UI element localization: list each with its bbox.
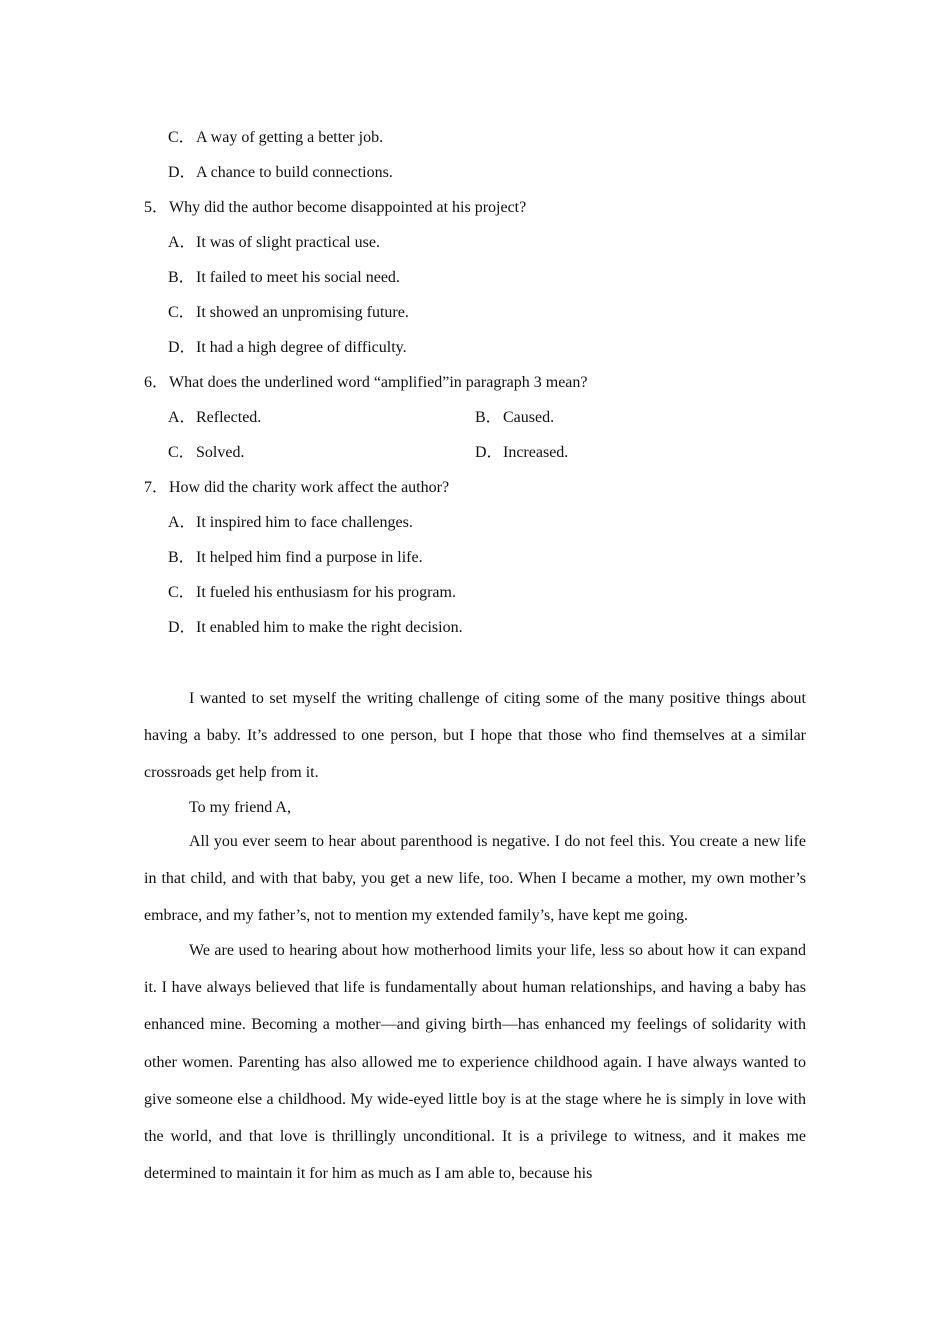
passage-paragraph-2: We are used to hearing about how motherhood limits your life, less so about how it can expand it. I have always believed that life is fundamentally about human relationships, and having a baby has enhanced mine. Becoming a mother—and giving birth—has enhanced my feelings of solidarity with other women. Parenting has also allowed me to experience childhood again. I have always wanted to give someone else a childhood. My wide-eyed little boy is at the stage where he is simply in love with the world, and that love is thrillingly unconditional. It is a privilege to witness, and it makes me determined to maintain it for him as much as I am able to, because his: [144, 942, 806, 1183]
q6-option-a: A．Reflected.: [168, 409, 262, 426]
q6-option-d: D．Increased.: [475, 444, 569, 461]
q7-option-c: C．It fueled his enthusiasm for his program.: [168, 584, 456, 601]
q6-option-b: B．Caused.: [475, 409, 555, 426]
passage-intro: I wanted to set myself the writing challenge of citing some of the many positive things about having a baby. It’s addressed to one person, but I hope that those who find themselves at a similar crossroads get help from it.: [144, 690, 806, 782]
passage-paragraph-1: All you ever seem to hear about parenthood is negative. I do not feel this. You create a new life in that child, and with that baby, you get a new life, too. When I became a mother, my own mother’s embrace, and my father’s, not to mention my extended family’s, have kept me going.: [144, 833, 806, 925]
q5-option-a: A．It was of slight practical use.: [168, 234, 380, 251]
q7-option-d: D．It enabled him to make the right decision.: [168, 619, 463, 636]
q7-option-a: A．It inspired him to face challenges.: [168, 514, 413, 531]
q6-stem: 6．What does the underlined word “amplified”in paragraph 3 mean?: [144, 374, 588, 391]
q5-stem: 5．Why did the author become disappointed at his project?: [144, 199, 527, 216]
q7-option-b: B．It helped him find a purpose in life.: [168, 549, 423, 566]
q4-option-c: C．A way of getting a better job.: [168, 129, 384, 146]
passage-salutation: To my friend A,: [189, 799, 291, 816]
q4-option-d: D．A chance to build connections.: [168, 164, 393, 181]
q5-option-c: C．It showed an unpromising future.: [168, 304, 409, 321]
q7-stem: 7．How did the charity work affect the author?: [144, 479, 450, 496]
q5-option-d: D．It had a high degree of difficulty.: [168, 339, 407, 356]
q6-option-c: C．Solved.: [168, 444, 245, 461]
q5-option-b: B．It failed to meet his social need.: [168, 269, 400, 286]
